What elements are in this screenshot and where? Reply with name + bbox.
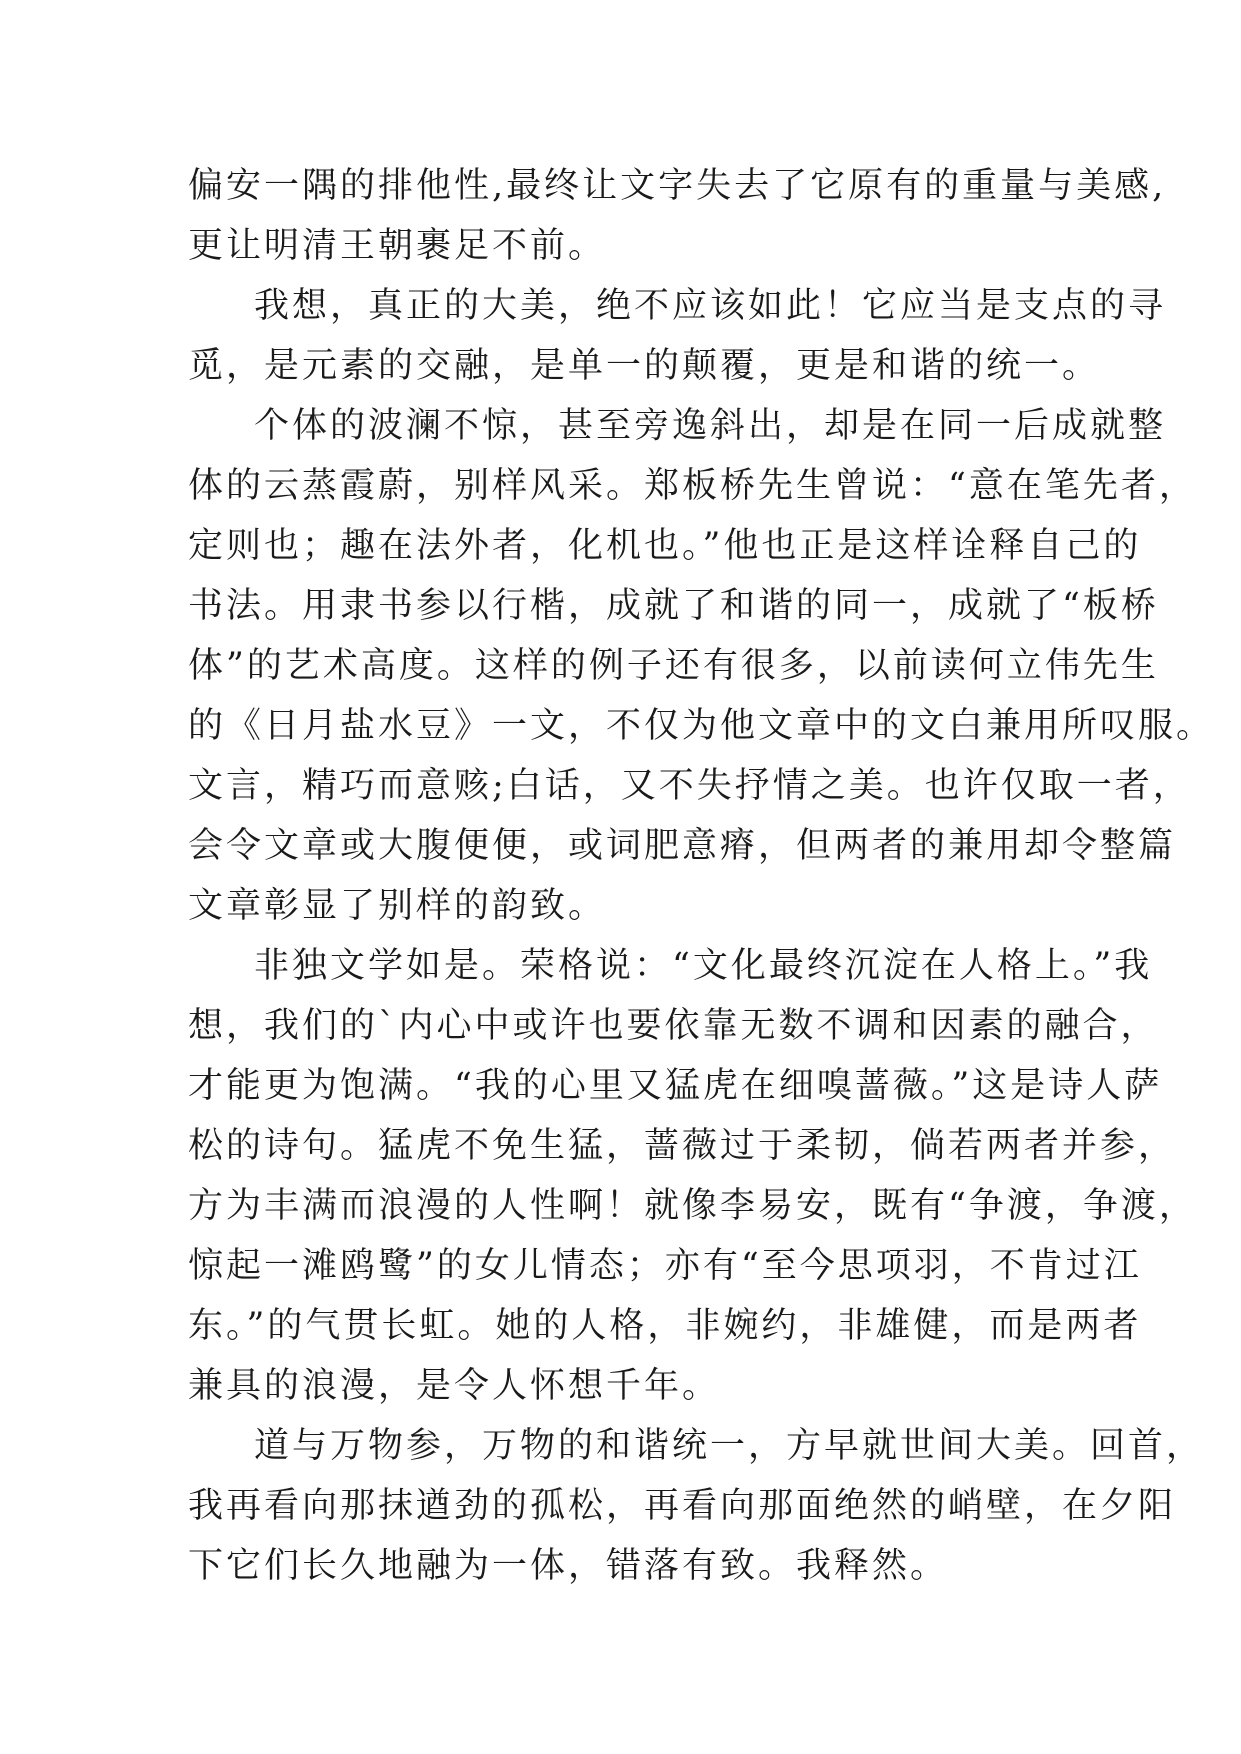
text-line: 定则也；趣在法外者，化机也。”他也正是这样诠释自己的	[188, 526, 1142, 566]
text-line: 体的云蒸霞蔚，别样风采。郑板桥先生曾说：“意在笔先者，	[188, 466, 1197, 506]
paragraph-start-line: 道与万物参，万物的和谐统一，方早就世间大美。回首，	[254, 1426, 1205, 1466]
text-line: 文章彰显了别样的韵致。	[188, 886, 607, 926]
text-line: 会令文章或大腹便便，或词肥意瘠，但两者的兼用却令整篇	[188, 826, 1177, 866]
text-line: 松的诗句。猛虎不免生猛，蔷薇过于柔韧，倘若两者并参，	[188, 1126, 1177, 1166]
text-line: 觅，是元素的交融，是单一的颠覆，更是和谐的统一。	[188, 346, 1101, 386]
paragraph-start-line: 非独文学如是。荣格说：“文化最终沉淀在人格上。”我	[254, 946, 1153, 986]
paragraph-start-line: 个体的波澜不惊，甚至旁逸斜出，却是在同一后成就整	[254, 406, 1167, 446]
text-line: 更让明清王朝裹足不前。	[188, 226, 607, 266]
text-line: 方为丰满而浪漫的人性啊！就像李易安，既有“争渡，争渡，	[188, 1186, 1197, 1226]
text-line: 想，我们的`内心中或许也要依靠无数不调和因素的融合，	[188, 1006, 1159, 1046]
text-line: 我再看向那抹遒劲的孤松，再看向那面绝然的峭壁，在夕阳	[188, 1486, 1177, 1526]
text-line: 东。”的气贯长虹。她的人格，非婉约，非雄健，而是两者	[188, 1306, 1142, 1346]
text-line: 才能更为饱满。“我的心里又猛虎在细嗅蔷薇。”这是诗人萨	[188, 1066, 1163, 1106]
text-line: 书法。用隶书参以行楷，成就了和谐的同一，成就了“板桥	[188, 586, 1159, 626]
text-line: 的《日月盐水豆》一文，不仅为他文章中的文白兼用所叹服。	[188, 706, 1215, 746]
text-line: 偏安一隅的排他性,最终让文字失去了它原有的重量与美感,	[188, 166, 1167, 206]
text-line: 惊起一滩鸥鹭”的女儿情态；亦有“至今思项羽，不肯过江	[188, 1246, 1142, 1286]
essay-body	[188, 156, 1215, 1596]
text-line: 体”的艺术高度。这样的例子还有很多，以前读何立伟先生	[188, 646, 1159, 686]
text-line: 文言，精巧而意赅;白话，又不失抒情之美。也许仅取一者，	[188, 766, 1191, 806]
paragraph-start-line: 我想，真正的大美，绝不应该如此！它应当是支点的寻	[254, 286, 1167, 326]
text-line: 兼具的浪漫，是令人怀想千年。	[188, 1366, 721, 1406]
text-line: 下它们长久地融为一体，错落有致。我释然。	[188, 1546, 949, 1586]
